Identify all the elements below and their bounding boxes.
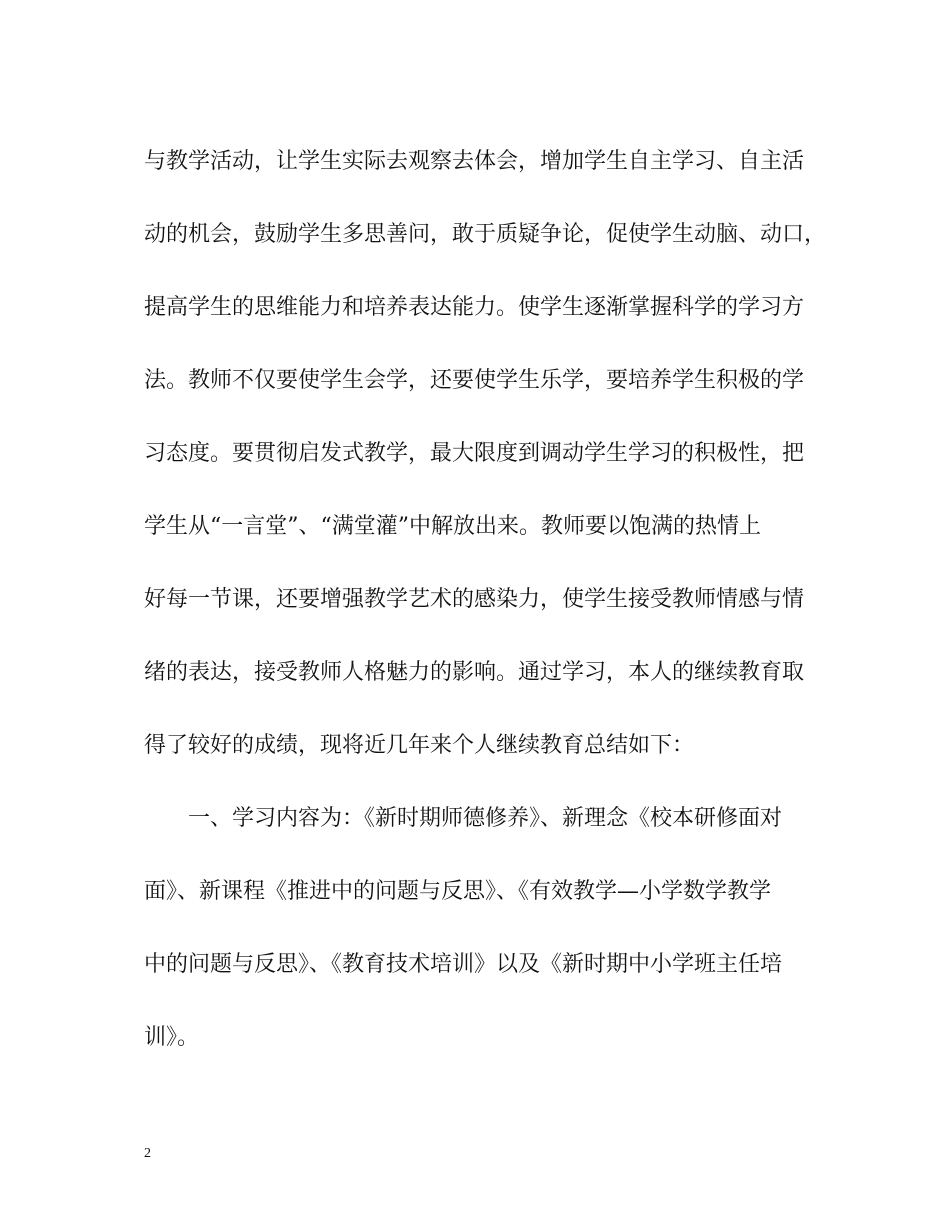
text-line: 习态度。要贯彻启发式教学，最大限度到调动学生学习的积极性，把 [144, 441, 805, 466]
text-line: 动的机会，鼓励学生多思善问，敢于质疑争论，促使学生动脑、动口， [144, 222, 827, 247]
page-number: 2 [144, 1146, 151, 1161]
text-line: 法。教师不仅要使学生会学，还要使学生乐学，要培养学生积极的学 [144, 368, 805, 393]
text-line: 一、学习内容为：《新时期师德修养》、新理念《校本研修面对 [188, 806, 783, 831]
text-line: 学生从“一言堂”、“满堂灌”中解放出来。教师要以饱满的热情上 [144, 514, 761, 539]
text-line: 面》、新课程《推进中的问题与反思》、《有效教学—小学数学教学 [144, 879, 772, 904]
text-line: 与教学活动，让学生实际去观察去体会，增加学生自主学习、自主活 [144, 149, 805, 174]
body-text [144, 142, 827, 1091]
text-line: 训》。 [144, 1025, 200, 1050]
text-line: 好每一节课，还要增强教学艺术的感染力，使学生接受教师情感与情 [144, 587, 805, 612]
text-line: 绪的表达，接受教师人格魅力的影响。通过学习，本人的继续教育取 [144, 660, 805, 685]
text-line: 得了较好的成绩，现将近几年来个人继续教育总结如下： [144, 733, 695, 758]
text-line: 提高学生的思维能力和培养表达能力。使学生逐渐掌握科学的学习方 [144, 295, 805, 320]
text-line: 中的问题与反思》、《教育技术培训》以及《新时期中小学班主任培 [144, 952, 783, 977]
